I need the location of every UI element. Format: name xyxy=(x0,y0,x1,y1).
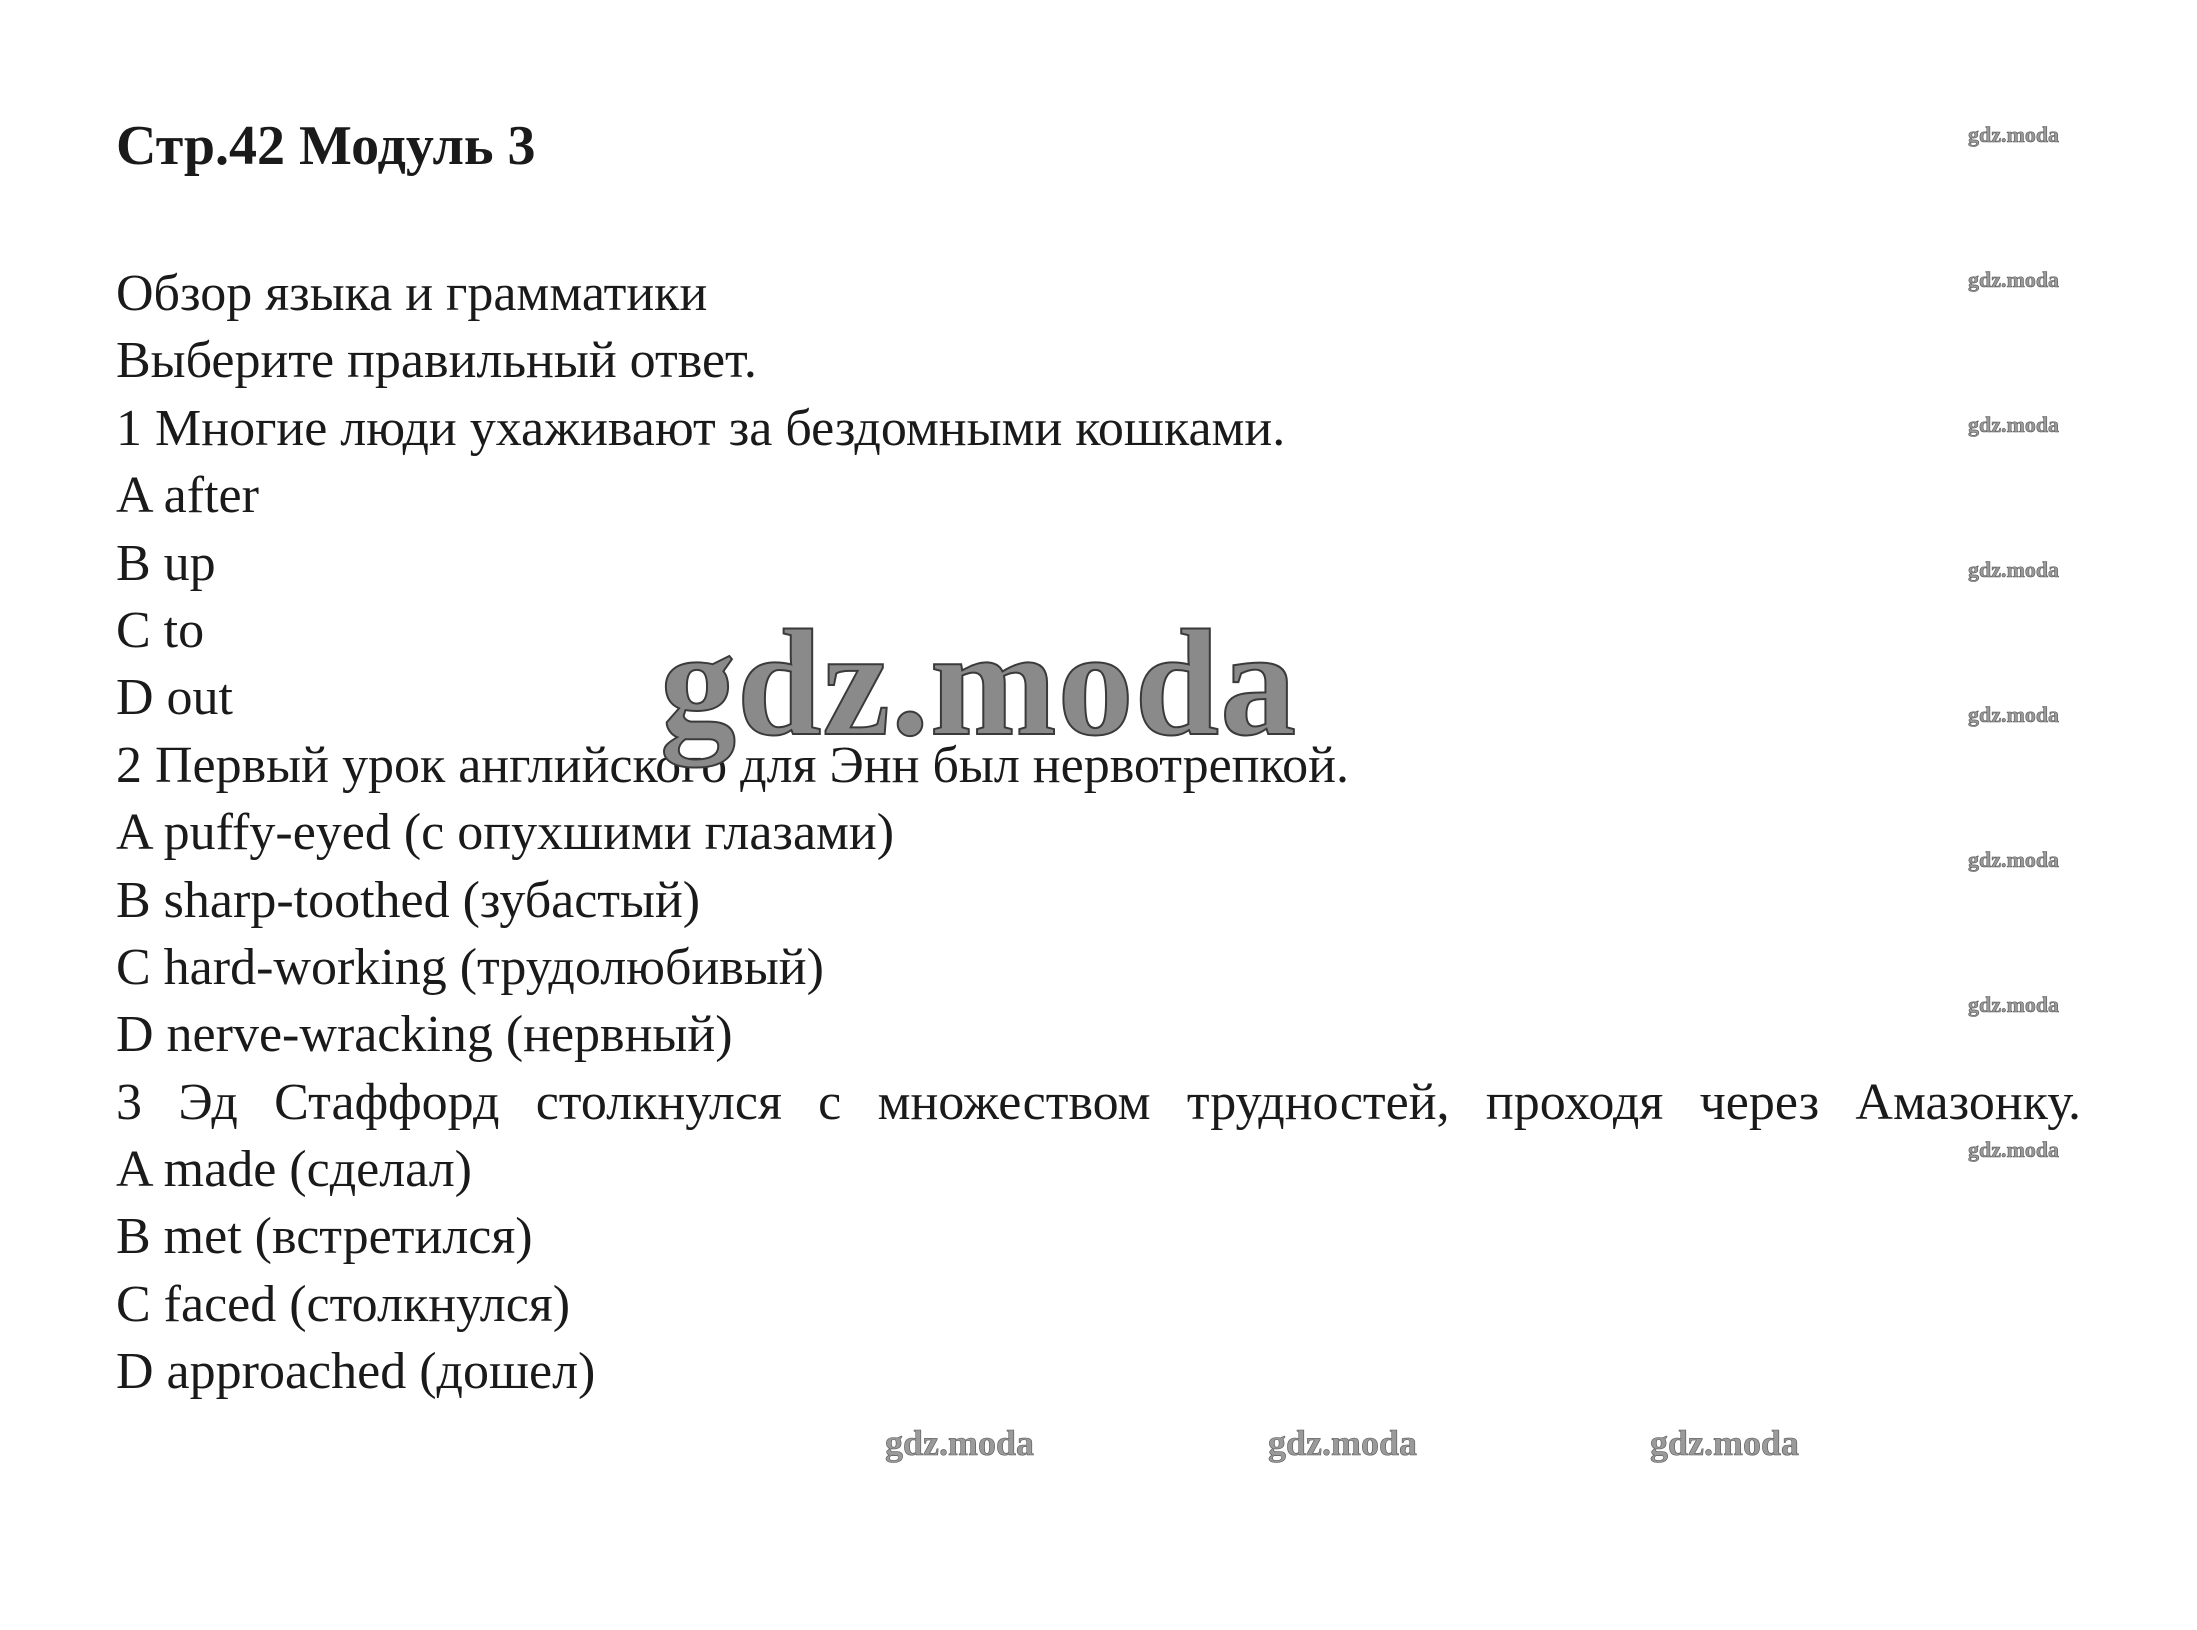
question-1-option-b: B up xyxy=(116,534,216,592)
question-3-option-d: D approached (дошел) xyxy=(116,1343,596,1401)
watermark: gdz.moda xyxy=(1968,1137,2060,1162)
instruction-text: Выберите правильный ответ. xyxy=(116,332,757,390)
question-3-prompt: 3 Эд Стаффорд столкнулся с множеством трудностей, проходя через Амазонку. xyxy=(116,1073,2081,1131)
watermark: gdz.moda xyxy=(1968,122,2060,147)
question-1-option-c: C to xyxy=(116,601,205,659)
question-2-option-a: A puffy-eyed (с опухшими глазами) xyxy=(116,804,895,862)
watermark: gdz.moda xyxy=(1968,702,2060,727)
question-2-option-c: C hard-working (трудолюбивый) xyxy=(116,938,824,996)
watermark: gdz.moda xyxy=(885,1423,1035,1463)
watermark: gdz.moda xyxy=(1650,1423,1800,1463)
question-2-prompt: 2 Первый урок английского для Энн был нервотрепкой. xyxy=(116,736,1349,794)
watermark: gdz.moda xyxy=(1268,1423,1418,1463)
watermark: gdz.moda xyxy=(1968,557,2060,582)
watermark: gdz.moda xyxy=(1968,267,2060,292)
watermark: gdz.moda xyxy=(1968,847,2060,872)
question-3-option-b: B met (встретился) xyxy=(116,1208,533,1266)
question-2-option-d: D nerve-wracking (нервный) xyxy=(116,1006,733,1064)
question-1-option-d: D out xyxy=(116,669,233,727)
question-3-option-a: A made (сделал) xyxy=(116,1141,472,1199)
question-3-option-c: C faced (столкнулся) xyxy=(116,1275,571,1333)
question-2-option-b: B sharp-toothed (зубастый) xyxy=(116,871,701,929)
exercise-content xyxy=(116,260,2081,1406)
question-1-option-a: A after xyxy=(116,467,259,525)
question-1-prompt: 1 Многие люди ухаживают за бездомными кошками. xyxy=(116,399,1286,457)
section-heading: Обзор языка и грамматики xyxy=(116,265,708,322)
watermark: gdz.moda xyxy=(1968,412,2060,437)
page-title: Стр.42 Модуль 3 xyxy=(116,115,536,177)
watermark-large: gdz.moda xyxy=(660,599,1298,767)
watermark: gdz.moda xyxy=(1968,992,2060,1017)
